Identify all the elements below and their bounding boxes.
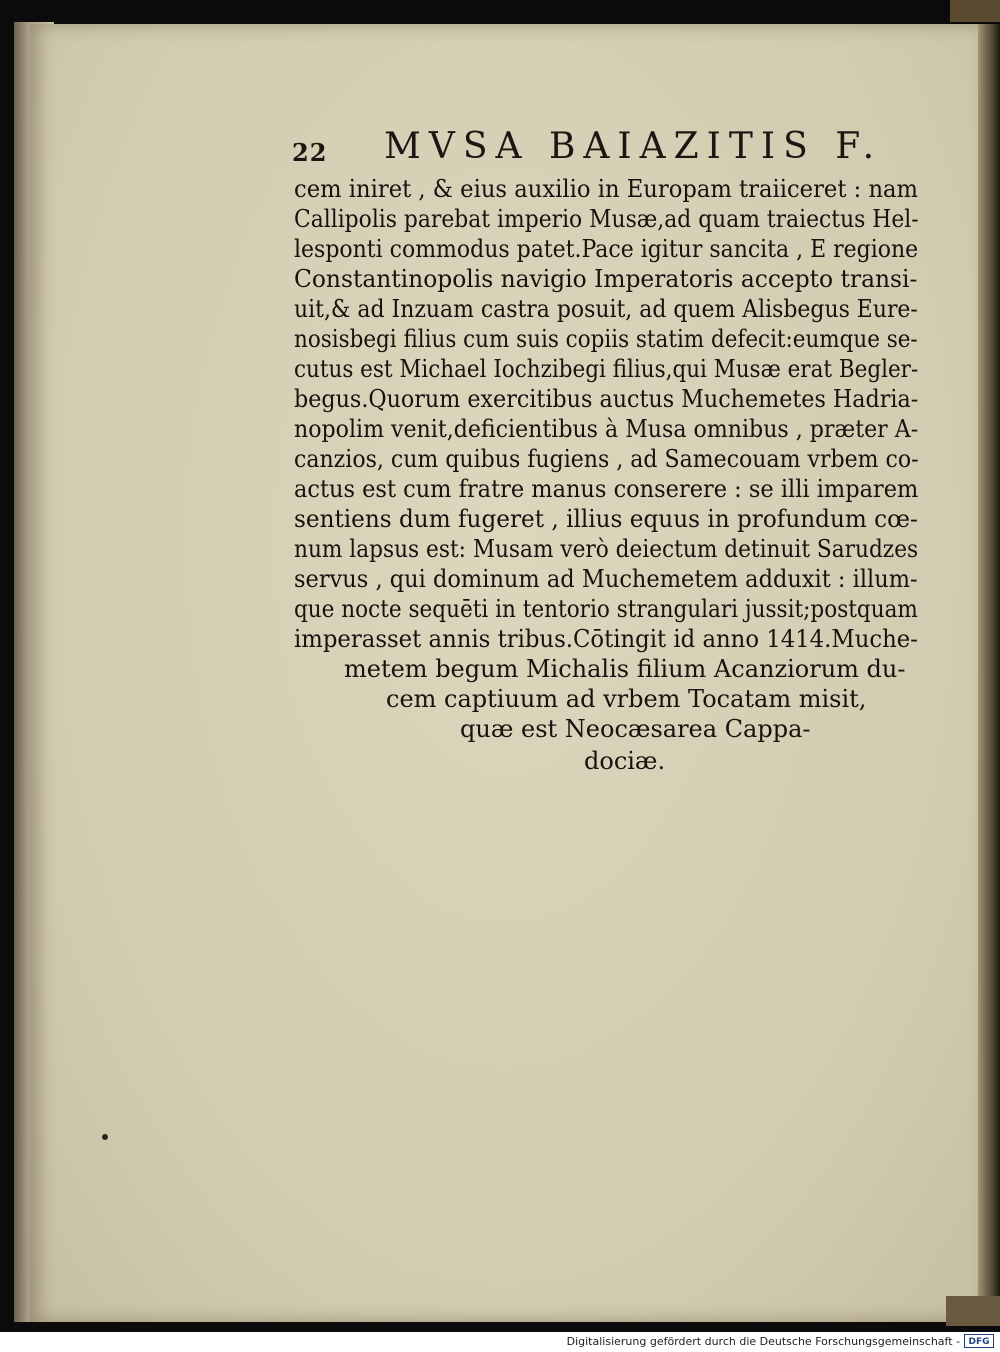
text-line: Callipolis parebat imperio Musæ,ad quam traiectus Hel- (294, 205, 919, 233)
funding-credit: Digitalisierung gefördert durch die Deutsche Forschungsgemeinschaft - (566, 1335, 960, 1348)
text-line: nopolim venit,deficientibus à Musa omnibus , præter A- (294, 415, 919, 443)
text-line: metem begum Michalis filium Acanziorum du- (344, 655, 906, 683)
ink-speck (102, 1134, 108, 1140)
text-line: sentiens dum fugeret , illius equus in profundum cœ- (294, 505, 918, 533)
dfg-logo-icon: DFG (964, 1334, 994, 1348)
text-line: quæ est Neocæsarea Cappa- (460, 715, 811, 743)
corner-stain (950, 0, 1000, 22)
bottom-stain (946, 1296, 1000, 1326)
footer-bar (0, 1332, 1000, 1352)
text-line: dociæ. (584, 747, 666, 775)
text-line: cutus est Michael Iochzibegi filius,qui Musæ erat Begler- (294, 355, 919, 383)
text-line: imperasset annis tribus.Cōtingit id anno 1414.Muche- (294, 625, 918, 653)
text-line: cem iniret , & eius auxilio in Europam traiiceret : nam (294, 175, 919, 203)
text-line: canzios, cum quibus fugiens , ad Samecouam vrbem co- (294, 445, 919, 473)
page-header (292, 126, 932, 174)
text-line: nosisbegi filius cum suis copiis statim defecit:eumque se- (294, 325, 918, 353)
text-line: que nocte sequēti in tentorio strangulari jussit;postquam (294, 595, 918, 623)
text-line: actus est cum fratre manus conserere : se illi imparem (294, 475, 919, 503)
text-line: uit,& ad Inzuam castra posuit, ad quem Alisbegus Eure- (294, 295, 918, 323)
page-number: 22 (292, 138, 328, 167)
running-title: MVSA BAIAZITIS F. (384, 126, 883, 167)
text-line: begus.Quorum exercitibus auctus Muchemetes Hadria- (294, 385, 919, 413)
text-line: Constantinopolis navigio Imperatoris accepto transi- (294, 265, 918, 293)
text-line: servus , qui dominum ad Muchemetem adduxit : illum- (294, 565, 918, 593)
text-line: cem captiuum ad vrbem Tocatam misit, (386, 685, 867, 713)
text-line: lesponti commodus patet.Pace igitur sancita , E regione (294, 235, 919, 263)
text-line: num lapsus est: Musam verò deiectum detinuit Sarudzes (294, 535, 919, 563)
page-edge-right (978, 24, 1000, 1322)
